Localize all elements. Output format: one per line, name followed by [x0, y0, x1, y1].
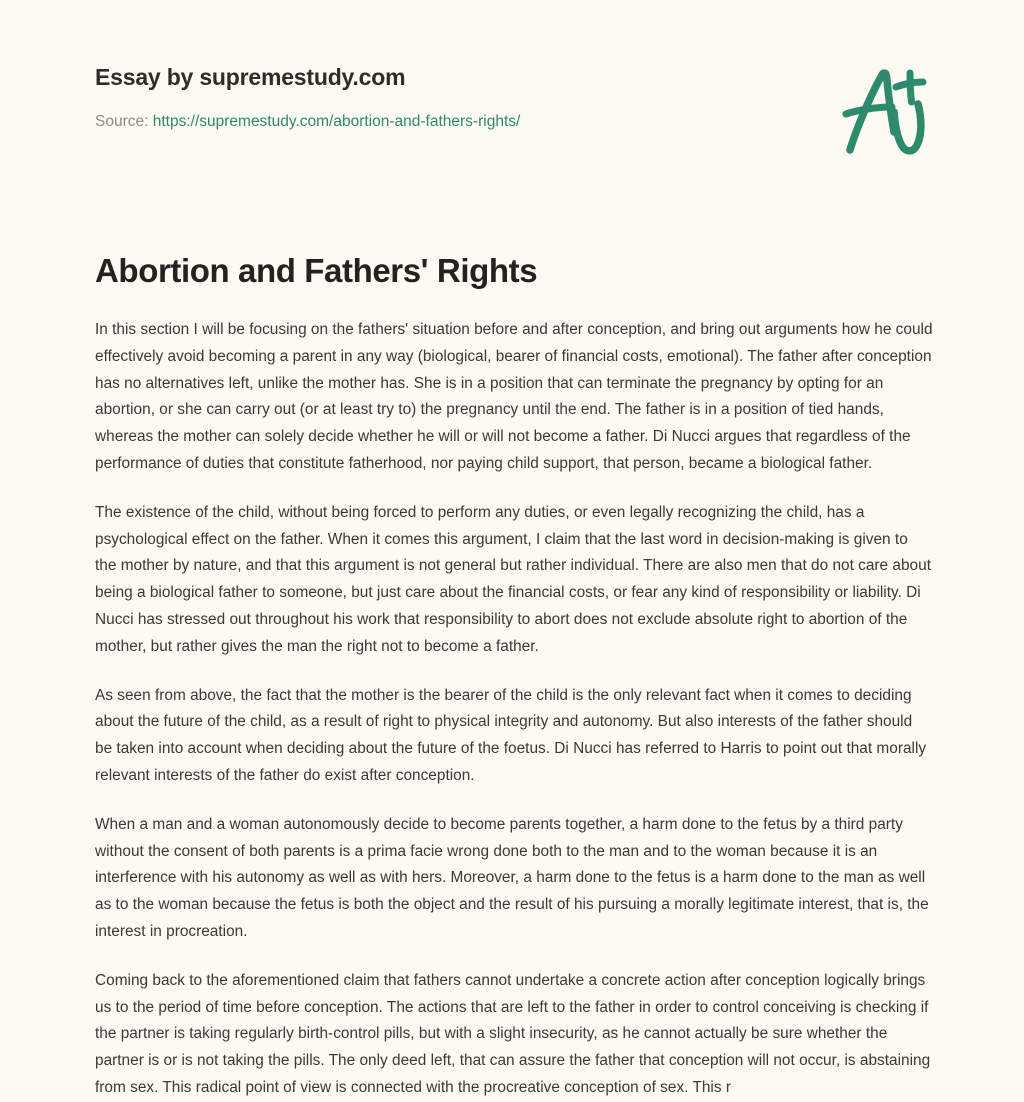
- paragraph: When a man and a woman autonomously decide to become parents together, a harm done to the fetus by a third party without the consent of both parents is a prima facie wrong done both to the man and to the woman because it is an interference with his autonomy as well as with hers. Moreover, a harm done to the fetus is a harm done to the man as well as to the woman because the fetus is both the object and the result of his pursuing a morally legitimate interest, that is, the interest in procreation.: [95, 815, 929, 940]
- article: [95, 250, 933, 1102]
- page-header: [95, 62, 929, 182]
- article-body: [95, 317, 933, 1102]
- paragraph: The existence of the child, without being forced to perform any duties, or even legally recognizing the child, has a psychological effect on the father. When it comes this argument, I claim that the last word in decision-making is given to the mother by nature, and that this argument is not general but rather individual. There are also men that do not care about being a biological father to someone, but just care about the financial costs, or fear any kind of responsibility or liability. Di Nucci has stressed out throughout his work that responsibility to abort does not exclude absolute right to abortion of the mother, but rather gives the man the right not to become a father.: [95, 503, 931, 655]
- source-row: [95, 112, 929, 132]
- byline: Essay by supremestudy.com: [95, 64, 406, 90]
- source-link[interactable]: https://supremestudy.com/abortion-and-fathers-rights/: [152, 113, 521, 130]
- paragraph: Coming back to the aforementioned claim that fathers cannot undertake a concrete action after conception logically brings us to the period of time before conception. The actions that are left to the father in order to control conceiving is checking if the partner is taking regularly birth-control pills, but with a slight insecurity, as he cannot actually be sure whether the partner is or is not taking the pills. The only deed left, that can assure the father that conception will not occur, is abstaining from sex. This radical point of view is connected with the procreative conception of sex. This r: [95, 971, 931, 1096]
- paragraph: In this section I will be focusing on the fathers' situation before and after conception, and bring out arguments how he could effectively avoid becoming a parent in any way (biological, bearer of financial costs, emotional). The father after conception has no alternatives left, unlike the mother has. She is in a position that can terminate the pregnancy by opting for an abortion, or she can carry out (or at least try to) the pregnancy until the end. The father is in a position of tied hands, whereas the mother can solely decide whether he will or will not become a father. Di Nucci argues that regardless of the performance of duties that constitute fatherhood, nor paying child support, that person, became a biological father.: [95, 321, 933, 472]
- page-title: Abortion and Fathers' Rights: [95, 252, 538, 289]
- a-plus-logo[interactable]: [830, 52, 948, 170]
- paragraph: As seen from above, the fact that the mother is the bearer of the child is the only relevant fact when it comes to deciding about the future of the child, as a result of right to physical integrity and autonomy. But also interests of the father should be taken into account when deciding about the future of the foetus. Di Nucci has referred to Harris to point out that morally relevant interests of the father do exist after conception.: [95, 686, 927, 784]
- source-label: Source:: [95, 113, 149, 130]
